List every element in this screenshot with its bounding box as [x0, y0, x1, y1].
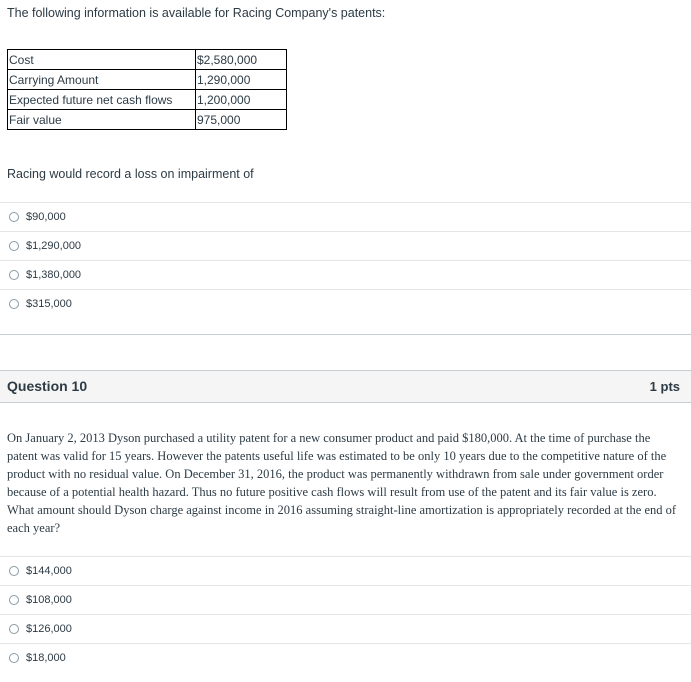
answer-option[interactable]: [0, 643, 691, 672]
answer-option[interactable]: [0, 585, 691, 614]
answer-label[interactable]: $315,000: [26, 298, 72, 310]
patents-table: [7, 49, 287, 130]
radio-button[interactable]: [9, 624, 19, 634]
table-row: [8, 90, 287, 110]
answer-option[interactable]: [0, 260, 691, 289]
answer-label[interactable]: $90,000: [26, 211, 66, 223]
question-10-header: [0, 370, 691, 403]
question-9-text: Racing would record a loss on impairment of: [7, 167, 254, 181]
table-cell-label: Cost: [8, 50, 196, 70]
table-cell-label: Expected future net cash flows: [8, 90, 196, 110]
radio-button[interactable]: [9, 241, 19, 251]
table-row: [8, 110, 287, 130]
table-cell-label: Fair value: [8, 110, 196, 130]
radio-button[interactable]: [9, 299, 19, 309]
question-title: Question 10: [7, 378, 88, 394]
answer-label[interactable]: $1,290,000: [26, 240, 82, 252]
question-10-answers: [0, 556, 691, 672]
answer-option[interactable]: [0, 202, 691, 231]
answer-option[interactable]: [0, 231, 691, 260]
table-row: [8, 70, 287, 90]
radio-button[interactable]: [9, 270, 19, 280]
answer-label[interactable]: $144,000: [26, 565, 72, 577]
question-9-answers: [0, 202, 691, 318]
table-cell-value: 1,200,000: [196, 90, 287, 110]
question-points: 1 pts: [649, 379, 680, 394]
radio-button[interactable]: [9, 212, 19, 222]
answer-label[interactable]: $18,000: [26, 652, 66, 664]
radio-button[interactable]: [9, 595, 19, 605]
table-row: [8, 50, 287, 70]
answer-option[interactable]: [0, 556, 691, 585]
question-divider: [0, 334, 691, 335]
answer-label[interactable]: $108,000: [26, 594, 72, 606]
radio-button[interactable]: [9, 653, 19, 663]
radio-button[interactable]: [9, 566, 19, 576]
table-cell-value: 1,290,000: [196, 70, 287, 90]
answer-label[interactable]: $1,380,000: [26, 269, 82, 281]
answer-option[interactable]: [0, 289, 691, 318]
table-cell-value: 975,000: [196, 110, 287, 130]
question-10-text: On January 2, 2013 Dyson purchased a utility patent for a new consumer product and paid $180,000. At the time of purchase the patent was valid for 15 years. However the patents useful life was estimated to be only 10 years due to the competitive nature of the product with no residual value. On December 31, 2016, the product was permanently withdrawn from sale under government order because of a potential health hazard. Thus no future positive cash flows will result from use of the patent and its fair value is zero. What amount should Dyson charge against income in 2016 assuming straight-line amortization is appropriately recorded at the end of each year?: [7, 431, 677, 535]
answer-option[interactable]: [0, 614, 691, 643]
answer-label[interactable]: $126,000: [26, 623, 72, 635]
table-cell-label: Carrying Amount: [8, 70, 196, 90]
question-9-intro: The following information is available for Racing Company's patents:: [7, 6, 386, 20]
table-cell-value: $2,580,000: [196, 50, 287, 70]
